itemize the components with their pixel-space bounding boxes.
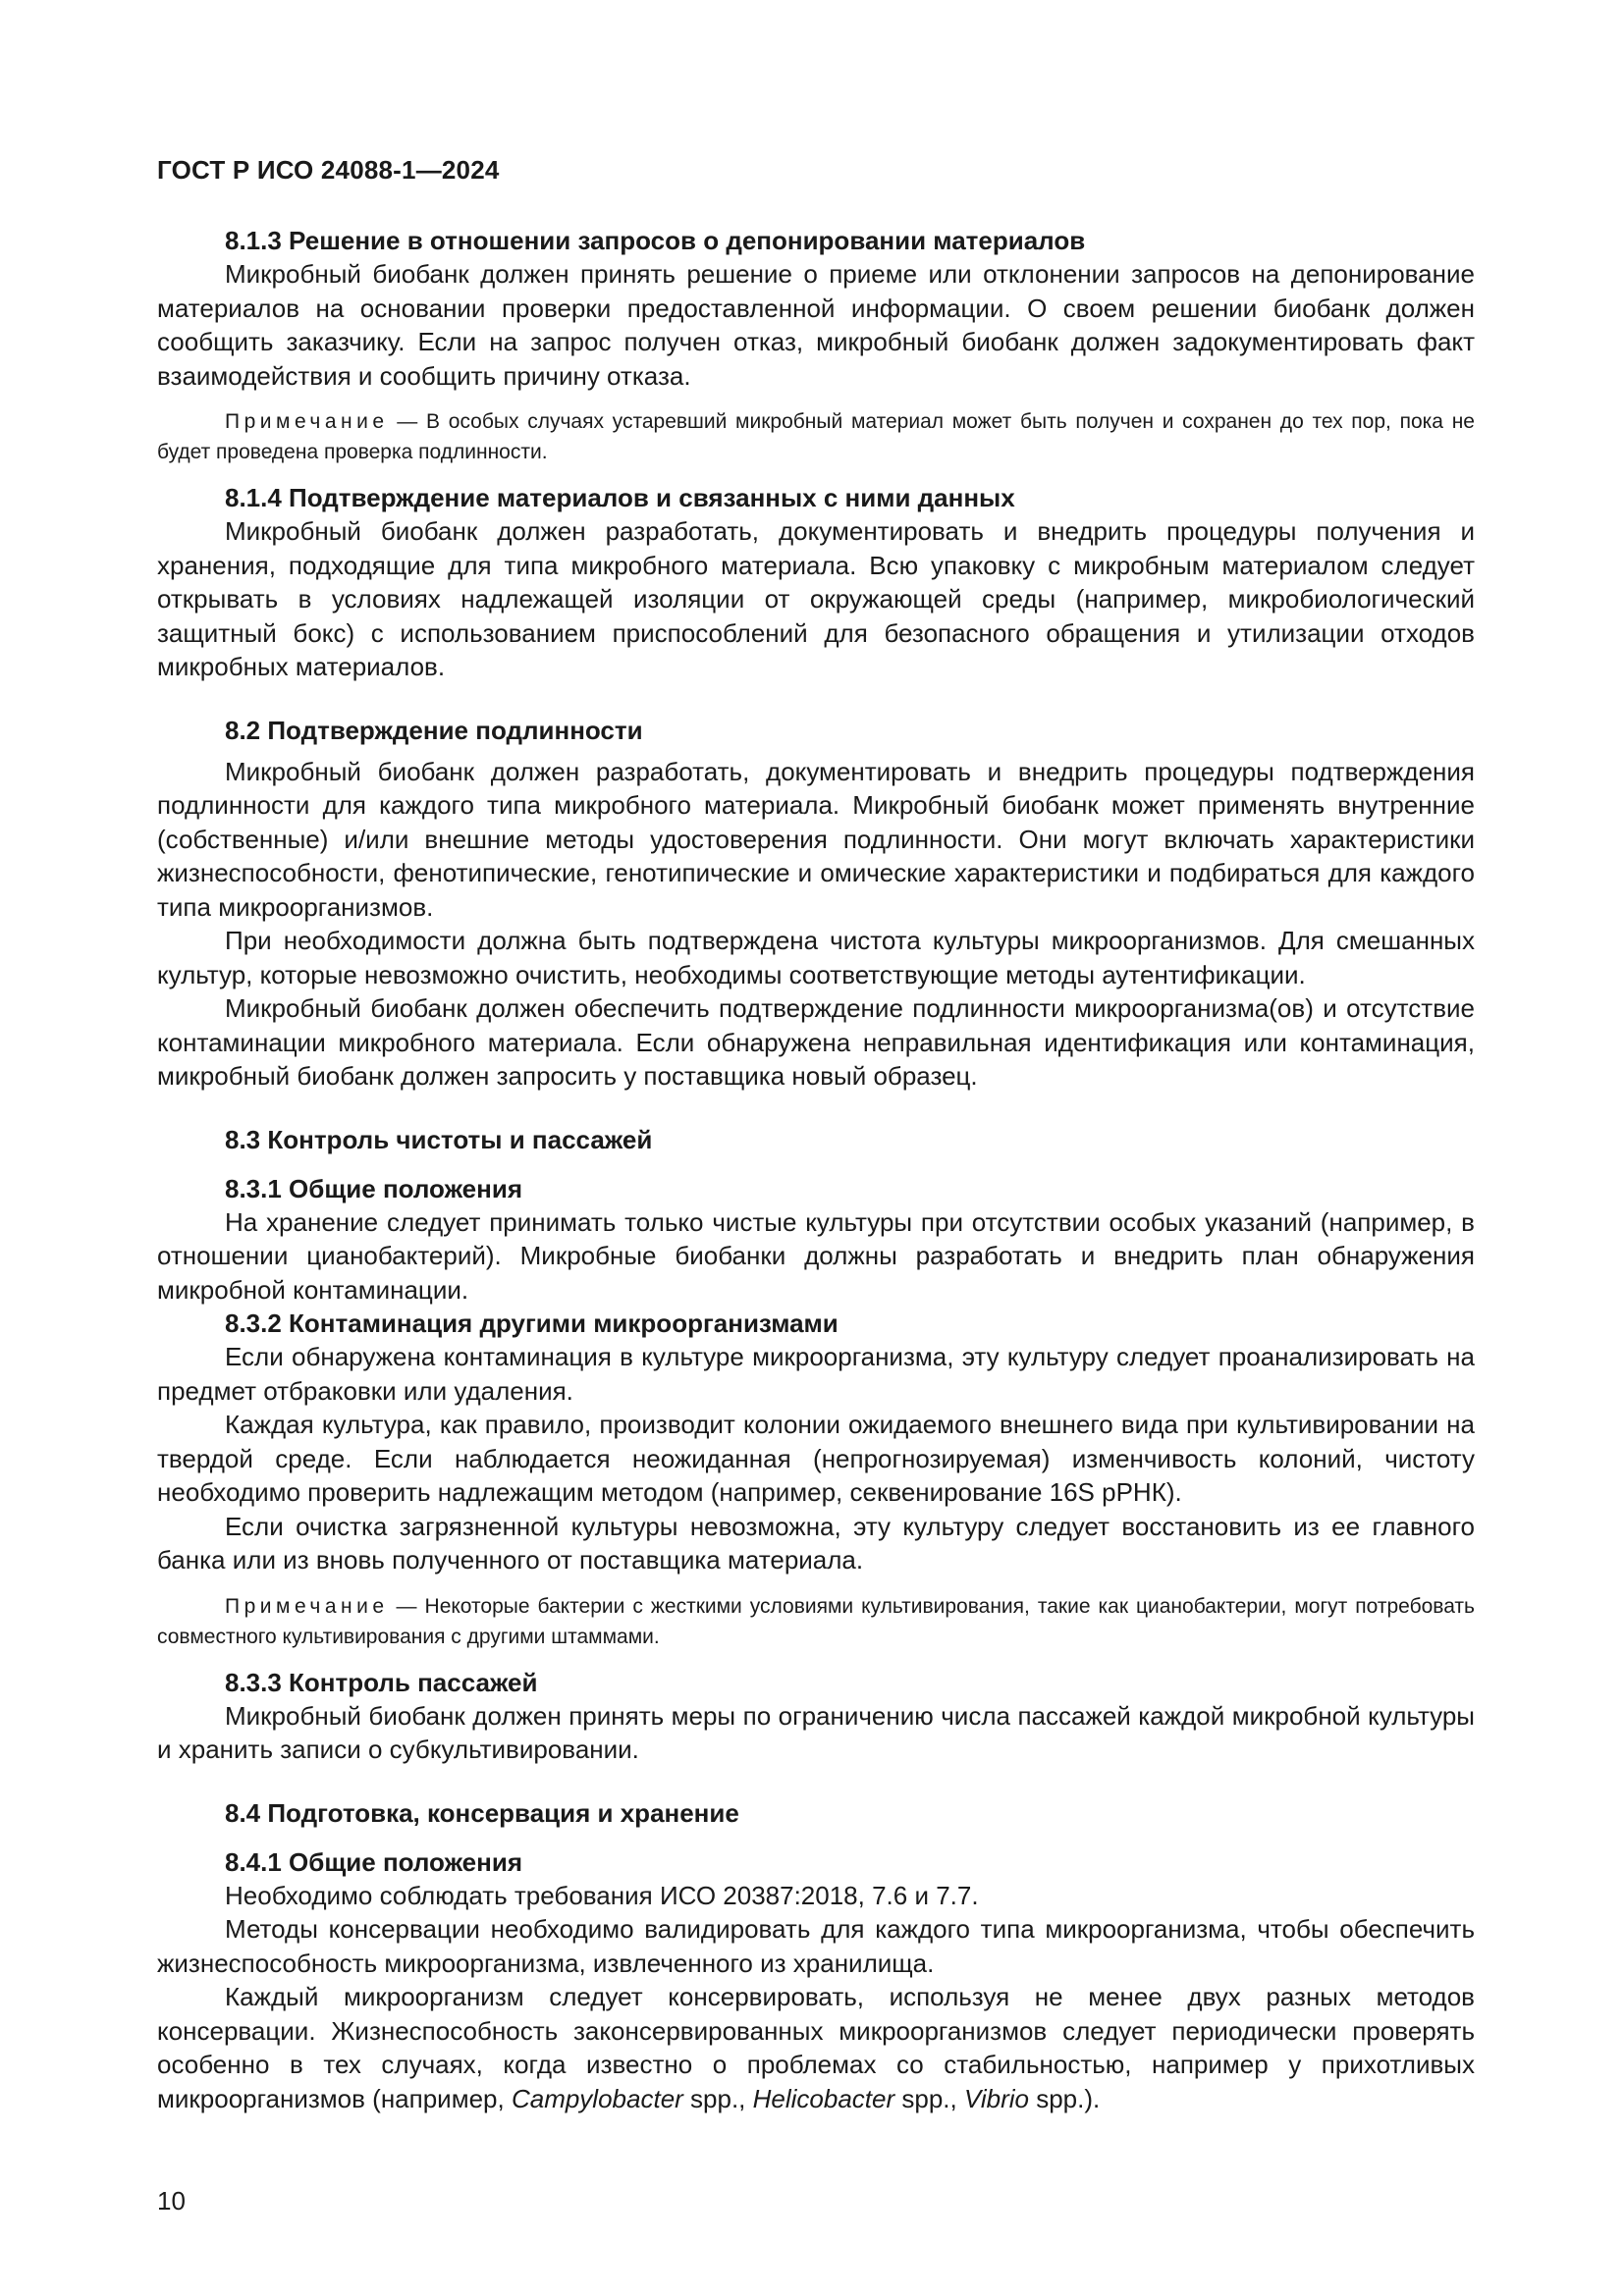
text-run: spp.). xyxy=(1029,2083,1101,2113)
text-run: spp., xyxy=(682,2083,753,2113)
paragraph: Микробный биобанк должен принять меры по ограничению числа пассажей каждой микробной культуры и хранить записи о субкультивировании. xyxy=(157,1700,1475,1764)
heading-8-3-2: 8.3.2 Контаминация другими микроорганизмами xyxy=(225,1308,839,1338)
note-label: Примечание xyxy=(225,1594,389,1618)
taxon-name: Helicobacter xyxy=(752,2083,895,2113)
paragraph: На хранение следует принимать только чистые культуры при отсутствии особых указаний (например, в отношении цианобактерий). Микробные биобанки должны разработать и внедрить план обнаружения микробной контаминации. xyxy=(157,1206,1475,1305)
page-number: 10 xyxy=(157,2186,186,2216)
heading-8-4-1: 8.4.1 Общие положения xyxy=(225,1846,522,1877)
note-text: — В особых случаях устаревший микробный материал может быть получен и сохранен до тех пор, пока не будет проведена проверка подлинности. xyxy=(157,410,1475,463)
heading-8-3: 8.3 Контроль чистоты и пассажей xyxy=(225,1124,653,1154)
heading-8-3-3: 8.3.3 Контроль пассажей xyxy=(225,1667,538,1697)
text-run: spp., xyxy=(894,2083,964,2113)
note xyxy=(157,406,1475,467)
paragraph xyxy=(157,1980,1475,2115)
paragraph: Если обнаружена контаминация в культуре микроорганизма, эту культуру следует проанализировать на предмет отбраковки или удаления. xyxy=(157,1342,1475,1406)
paragraph: При необходимости должна быть подтверждена чистота культуры микроорганизмов. Для смешанных культур, которые невозможно очистить, необходимы соответствующие методы аутентификации. xyxy=(157,926,1475,989)
paragraph: Каждая культура, как правило, производит колонии ожидаемого внешнего вида при культивировании на твердой среде. Если наблюдается неожиданная (непрогнозируемая) изменчивость колоний, чистоту необходимо проверить надлежащим методом (например, секвенирование 16S рРНК). xyxy=(157,1410,1475,1507)
paragraph: Методы консервации необходимо валидировать для каждого типа микроорганизма, чтобы обеспечить жизнеспособность микроорганизма, извлеченного из хранилища. xyxy=(157,1914,1475,1978)
paragraph: Необходимо соблюдать требования ИСО 20387:2018, 7.6 и 7.7. xyxy=(225,1880,979,1910)
taxon-name: Campylobacter xyxy=(511,2083,683,2113)
note xyxy=(157,1591,1475,1652)
paragraph: Если очистка загрязненной культуры невозможна, эту культуру следует восстановить из ее главного банка или из вновь полученного от поставщика материала. xyxy=(157,1511,1475,1575)
heading-8-4: 8.4 Подготовка, консервация и хранение xyxy=(225,1797,739,1828)
heading-8-1-4: 8.1.4 Подтверждение материалов и связанных с ними данных xyxy=(225,483,1015,512)
document-header: ГОСТ Р ИСО 24088-1—2024 xyxy=(157,155,500,185)
heading-8-2: 8.2 Подтверждение подлинности xyxy=(225,715,643,745)
paragraph: Микробный биобанк должен разработать, документировать и внедрить процедуры получения и хранения, подходящие для типа микробного материала. Всю упаковку с микробным материалом следует открывать в условиях надлежащей изоляции от окружающей среды (например, микробиологический защитный бокс) с использованием приспособлений для безопасного обращения и утилизации отходов микробных материалов. xyxy=(157,516,1475,681)
document-body xyxy=(157,224,1475,2115)
paragraph: Микробный биобанк должен обеспечить подтверждение подлинности микроорганизма(ов) и отсутствие контаминации микробного материала. Если обнаружена неправильная идентификация или контаминация, микробный биобанк должен запросить у поставщика новый образец. xyxy=(157,993,1475,1091)
note-label: Примечание xyxy=(225,410,389,433)
heading-8-3-1: 8.3.1 Общие положения xyxy=(225,1173,522,1203)
taxon-name: Vibrio xyxy=(963,2083,1029,2113)
text-run: Каждый микроорганизм следует консервировать, используя не менее двух разных методов консервации. Жизнеспособность законсервированных микроорганизмов следует периодически проверять особенно в тех случаях, когда известно о проблемах со стабильностью, например у прихотливых микроорганизмов (например, xyxy=(157,1982,1475,2113)
heading-8-1-3: 8.1.3 Решение в отношении запросов о депонировании материалов xyxy=(225,226,1086,255)
paragraph: Микробный биобанк должен принять решение о приеме или отклонении запросов на депонирование материалов на основании проверки предоставленной информации. О своем решении биобанк должен сообщить заказчику. Если на запрос получен отказ, микробный биобанк должен задокументировать факт взаимодействия и сообщить причину отказа. xyxy=(157,259,1475,391)
note-text: — Некоторые бактерии с жесткими условиями культивирования, такие как цианобактерии, могут потребовать совместного культивирования с другими штаммами. xyxy=(157,1594,1475,1648)
paragraph: Микробный биобанк должен разработать, документировать и внедрить процедуры подтверждения подлинности для каждого типа микробного материала. Микробный биобанк может применять внутренние (собственные) и/или внешние методы удостоверения подлинности. Они могут включать характеристики жизнеспособности, фенотипические, генотипические и омические характеристики и подбираться для каждого типа микроорганизмов. xyxy=(157,756,1475,922)
